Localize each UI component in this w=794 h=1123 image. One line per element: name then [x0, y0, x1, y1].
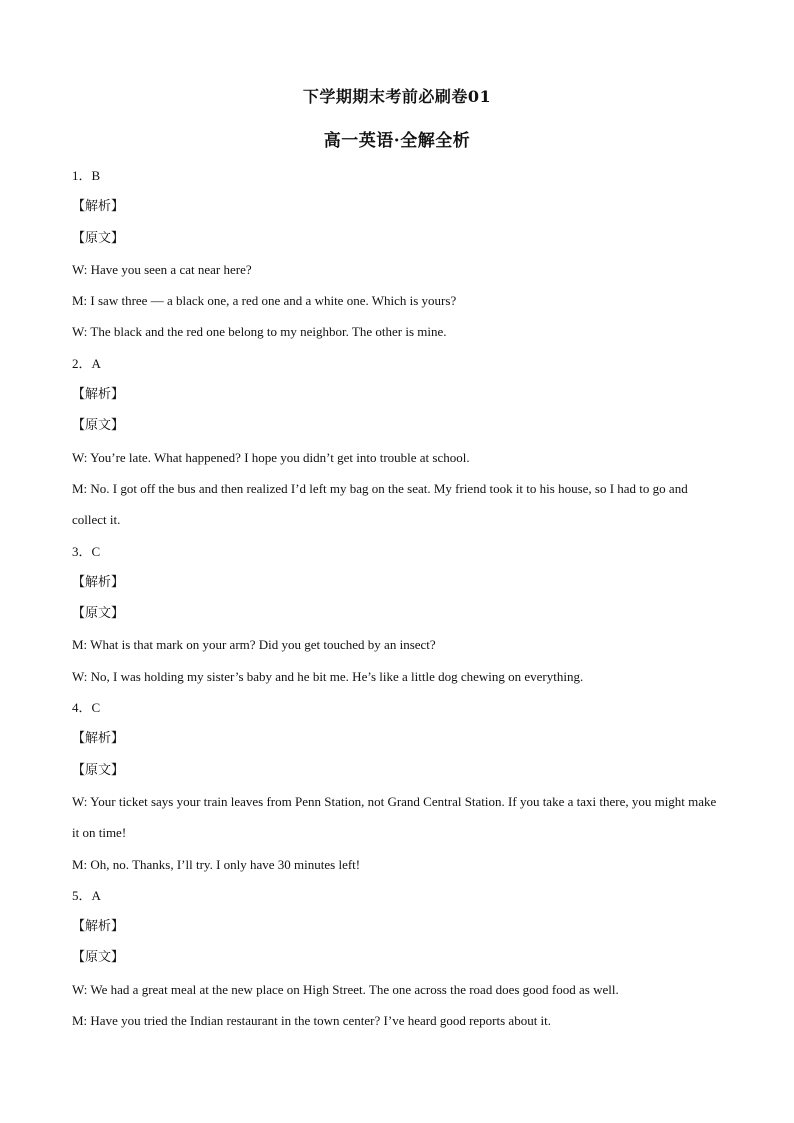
transcript-line: W: You’re late. What happened? I hope you didn’t get into trouble at school. — [72, 449, 470, 465]
original-text-label: 【原文】 — [72, 950, 125, 966]
answer-item — [72, 536, 722, 692]
original-text-label: 【原文】 — [72, 606, 125, 622]
analysis-label: 【解析】 — [72, 731, 125, 747]
transcript-line: W: Have you seen a cat near here? — [72, 261, 252, 277]
document-title: 下学期期末考前必刷卷01 — [302, 87, 492, 106]
answer-key: 5．A — [72, 887, 101, 903]
answer-list — [72, 160, 722, 1036]
answer-key: 4．C — [72, 700, 101, 716]
original-text-label: 【原文】 — [72, 230, 125, 246]
answer-item — [72, 880, 722, 1036]
analysis-label: 【解析】 — [72, 387, 125, 403]
answer-item — [72, 160, 722, 348]
answer-key: 2．A — [72, 355, 101, 371]
transcript-line: W: We had a great meal at the new place on High Street. The one across the road does good food as well. — [72, 981, 619, 997]
transcript-line: M: Oh, no. Thanks, I’ll try. I only have 30 minutes left! — [72, 856, 361, 872]
analysis-label: 【解析】 — [72, 574, 125, 590]
transcript-line: M: Have you tried the Indian restaurant in the town center? I’ve heard good reports about it. — [72, 1013, 552, 1029]
answer-item — [72, 692, 722, 880]
analysis-label: 【解析】 — [72, 919, 125, 935]
transcript-line: M: I saw three — a black one, a red one and a white one. Which is yours? — [72, 293, 457, 309]
document-subtitle: 高一英语·全解全析 — [323, 131, 471, 151]
original-text-label: 【原文】 — [72, 762, 125, 778]
transcript-line: M: What is that mark on your arm? Did you get touched by an insect? — [72, 637, 436, 653]
transcript-line: M: No. I got off the bus and then realized I’d left my bag on the seat. My friend took it to his house, so I had to go and collect it. — [72, 480, 688, 528]
original-text-label: 【原文】 — [72, 418, 125, 434]
transcript-line: W: Your ticket says your train leaves from Penn Station, not Grand Central Station. If you take a taxi there, you might make it on time! — [72, 793, 717, 841]
answer-key: 3．C — [72, 543, 101, 559]
transcript-line: W: The black and the red one belong to my neighbor. The other is mine. — [72, 324, 447, 340]
transcript-line: W: No, I was holding my sister’s baby and he bit me. He’s like a little dog chewing on everything. — [72, 668, 584, 684]
analysis-label: 【解析】 — [72, 199, 125, 215]
answer-item — [72, 348, 722, 536]
answer-key: 1．B — [72, 168, 101, 183]
